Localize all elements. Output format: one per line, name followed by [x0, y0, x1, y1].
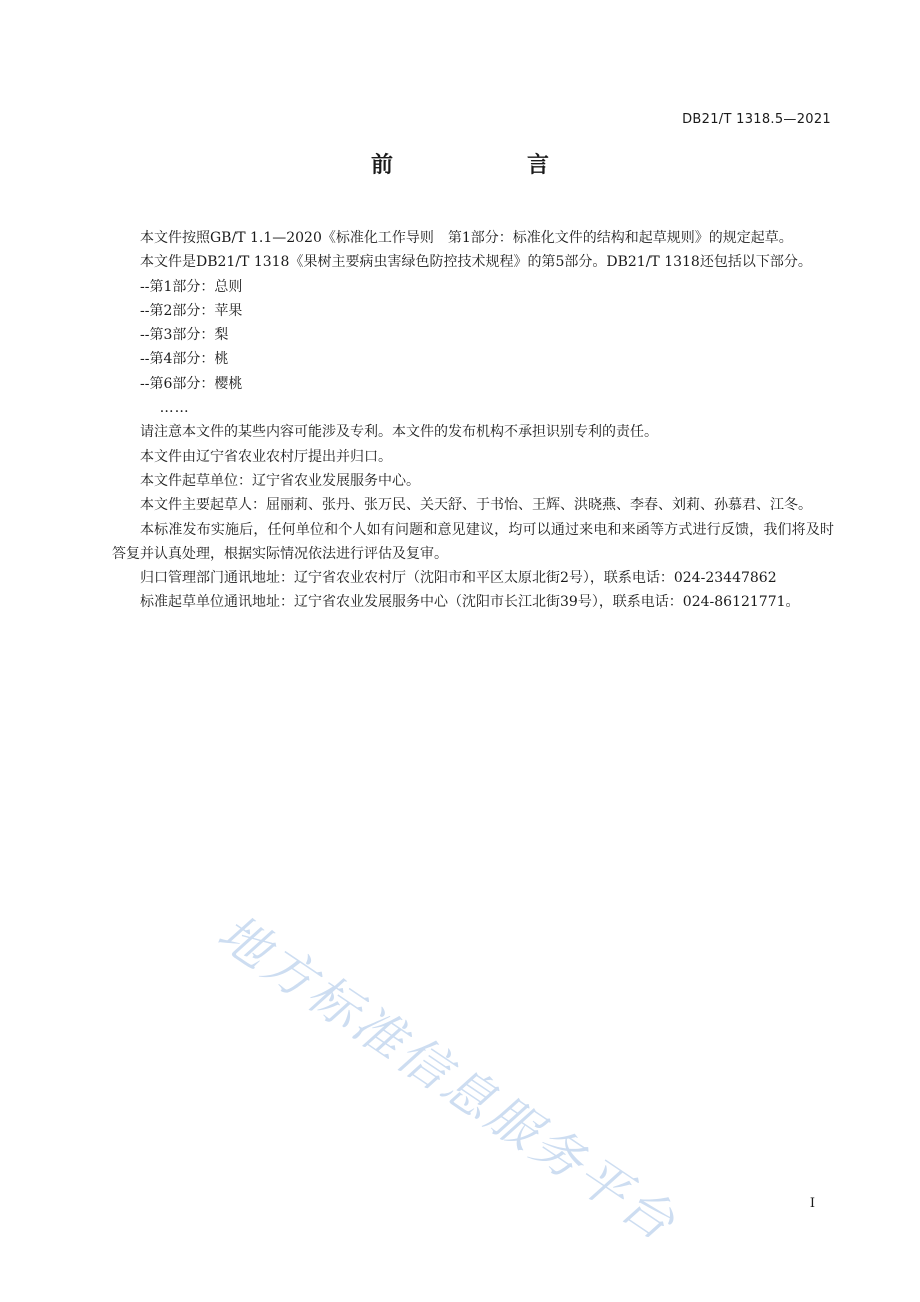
list-item-part-3: --第3部分：梨 — [140, 327, 229, 344]
watermark: 地方标准信息服务平台 — [207, 903, 688, 1254]
paragraph-series-info: 本文件是DB21/T 1318《果树主要病虫害绿色防控技术规程》的第5部分。DB21/T 1318还包括以下部分。 — [140, 254, 812, 271]
page-number: I — [809, 1196, 815, 1211]
paragraph-drafters: 本文件主要起草人：屈丽莉、张丹、张万民、关天舒、于书怡、王辉、洪晓燕、李春、刘莉、孙慕君、江冬。 — [140, 497, 812, 514]
list-item-part-2: --第2部分：苹果 — [140, 302, 243, 319]
paragraph-authority-address: 归口管理部门通讯地址：辽宁省农业农村厅（沈阳市和平区太原北街2号），联系电话：024-23447862 — [140, 570, 777, 587]
list-ellipsis: …… — [159, 400, 190, 417]
page-title: 前 言 — [370, 153, 605, 178]
paragraph-drafter-address: 标准起草单位通讯地址：辽宁省农业发展服务中心（沈阳市长江北街39号），联系电话：024-86121771。 — [140, 594, 800, 611]
paragraph-drafting-basis: 本文件按照GB/T 1.1—2020《标准化工作导则 第1部分：标准化文件的结构和起草规则》的规定起草。 — [140, 230, 793, 246]
paragraph-patent-notice: 请注意本文件的某些内容可能涉及专利。本文件的发布机构不承担识别专利的责任。 — [140, 424, 658, 441]
foreword-body — [112, 226, 834, 615]
list-item-part-4: --第4部分：桃 — [140, 351, 229, 368]
paragraph-feedback: 本标准发布实施后，任何单位和个人如有问题和意见建议，均可以通过来电和来函等方式进行反馈，我们将及时答复并认真处理，根据实际情况依法进行评估及复审。 — [112, 521, 834, 562]
paragraph-drafting-unit: 本文件起草单位：辽宁省农业发展服务中心。 — [140, 472, 420, 489]
list-item-part-6: --第6部分：樱桃 — [140, 375, 243, 392]
paragraph-proposer: 本文件由辽宁省农业农村厅提出并归口。 — [140, 448, 392, 465]
standard-code: DB21/T 1318.5—2021 — [682, 112, 831, 127]
list-item-part-1: --第1部分：总则 — [140, 278, 243, 295]
